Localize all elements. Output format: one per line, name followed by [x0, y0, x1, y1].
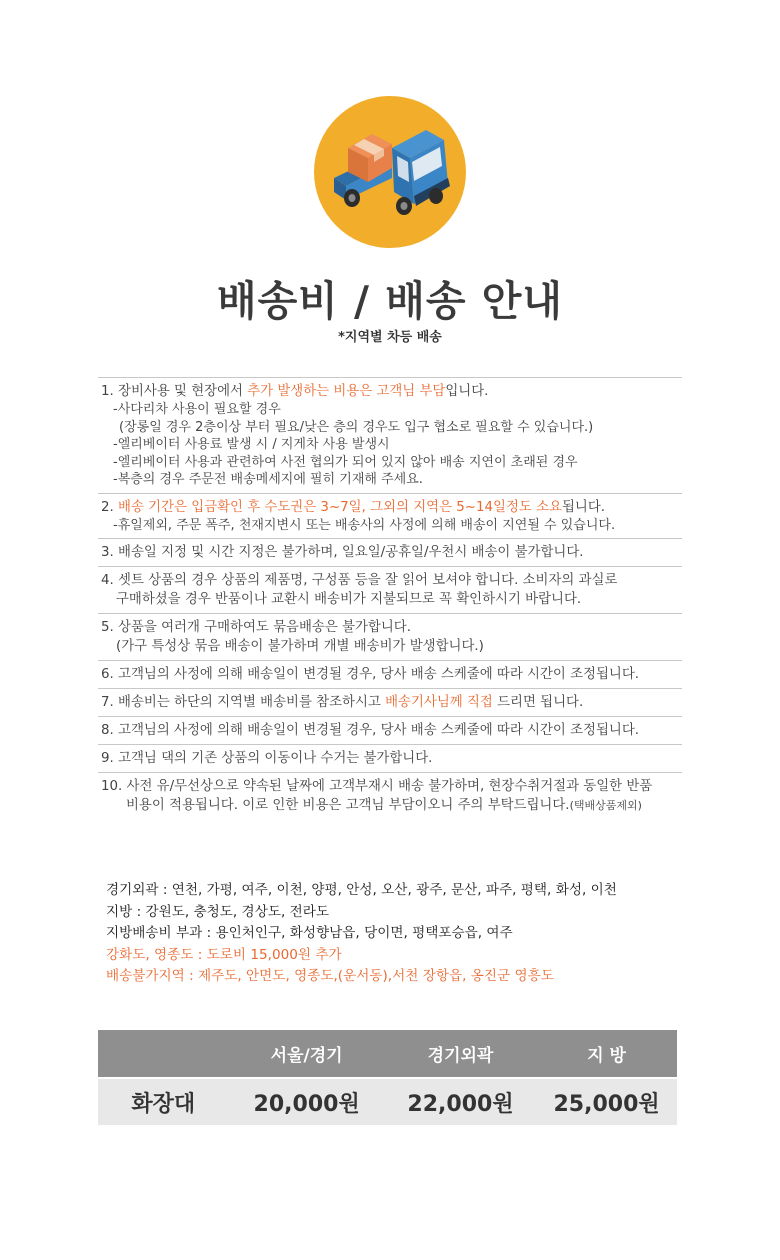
note-1-sub: -복층의 경우 주문전 배송메세지에 필히 기재해 주세요.: [113, 472, 423, 487]
table-header-cell: 서울/경기: [228, 1030, 384, 1078]
region-toll-fee: 강화도, 영종도 : 도로비 15,000원 추가: [106, 946, 342, 963]
note-5: 5. 상품을 여러개 구매하여도 묶음배송은 불가합니다. (가구 특성상 묶음 배송이 불가하며 개별 배송비가 발생합니다.): [98, 614, 682, 661]
table-header-cell: 지 방: [536, 1030, 677, 1078]
page-subtitle: *지역별 차등 배송: [338, 330, 442, 345]
note-10: 10. 사전 유/무선상으로 약속된 날짜에 고객부재시 배송 불가하며, 현장수취거절과 동일한 반품 비용이 적용됩니다. 이로 인한 비용은 고객님 부담이오니 주의 부탁드립니다.(택배상품제외): [101, 779, 653, 813]
table-cell-product: 화장대: [98, 1078, 228, 1125]
note-7: 7. 배송비는 하단의 지역별 배송비를 참조하시고 배송기사님께 직접 드리면 됩니다.: [98, 689, 682, 717]
shipping-fee-table: [98, 1030, 677, 1125]
note-2: [98, 494, 682, 540]
note-1-main: 1. 장비사용 및 현장에서 추가 발생하는 비용은 고객님 부담입니다.: [101, 384, 489, 399]
note-2-sub: -휴일제외, 주문 폭주, 천재지변시 또는 배송사의 사정에 의해 배송이 지연될 수 있습니다.: [113, 517, 616, 533]
table-cell-price: 20,000원: [228, 1078, 384, 1125]
note-1-sub: -엘리베이터 사용과 관련하여 사전 협의가 되어 있지 않아 배송 지연이 초래된 경우: [113, 454, 578, 470]
region-provinces: 지방 : 강원도, 충청도, 경상도, 전라도: [106, 903, 329, 920]
note-7-highlight: 배송기사님께 직접: [385, 695, 493, 710]
note-10-small: (택배상품제외): [569, 799, 642, 812]
table-cell-price: 22,000원: [385, 1078, 536, 1125]
note-1: [98, 378, 682, 494]
table-header-cell: [98, 1030, 228, 1078]
table-cell-price: 25,000원: [536, 1078, 677, 1125]
table-row: [98, 1078, 677, 1125]
delivery-notes: [98, 377, 682, 819]
note-1-sub: -엘리베이터 사용료 발생 시 / 지게차 사용 발생시: [113, 437, 390, 452]
note-2-highlight: 배송 기간은 입금확인 후 수도권은 3~7일, 그외의 지역은 5~14일정도 소요: [118, 499, 562, 515]
note-4: 4. 셋트 상품의 경우 상품의 제품명, 구성품 등을 잘 읽어 보셔야 합니다. 소비자의 과실로 구매하셨을 경우 반품이나 교환시 배송비가 지불되므로 꼭 확인하시기 바랍니다.: [98, 567, 682, 614]
note-1-sub: (장롱일 경우 2층이상 부터 필요/낮은 층의 경우도 입구 협소로 필요할 수 있습니다.): [119, 419, 594, 435]
note-8: 8. 고객님의 사정에 의해 배송일이 변경될 경우, 당사 배송 스케줄에 따라 시간이 조정됩니다.: [98, 717, 682, 745]
page-title: 배송비 / 배송 안내: [216, 277, 564, 325]
note-1-sub: -사다리차 사용이 필요할 경우: [113, 402, 281, 417]
region-info: [106, 880, 706, 988]
note-6: 6. 고객님의 사정에 의해 배송일이 변경될 경우, 당사 배송 스케줄에 따라 시간이 조정됩니다.: [98, 661, 682, 689]
region-unavailable: 배송불가지역 : 제주도, 안면도, 영종도,(운서동),서천 장항읍, 옹진군 영흥도: [106, 968, 554, 984]
region-extra-fee: 지방배송비 부과 : 용인처인구, 화성향남읍, 당이면, 평택포승읍, 여주: [106, 925, 513, 941]
note-1-highlight: 추가 발생하는 비용은 고객님 부담: [247, 384, 446, 399]
delivery-truck-icon: [314, 96, 466, 248]
note-9: 9. 고객님 댁의 기존 상품의 이동이나 수거는 불가합니다.: [98, 745, 682, 773]
note-2-main: 2. 배송 기간은 입금확인 후 수도권은 3~7일, 그외의 지역은 5~14일정도 소요됩니다.: [101, 499, 606, 515]
table-header-row: [98, 1030, 677, 1078]
table-header-cell: 경기외곽: [385, 1030, 536, 1078]
note-3: 3. 배송일 지정 및 시간 지정은 불가하며, 일요일/공휴일/우천시 배송이 불가합니다.: [98, 539, 682, 567]
region-suburbs: 경기외곽 : 연천, 가평, 여주, 이천, 양평, 안성, 오산, 광주, 문산, 파주, 평택, 화성, 이천: [106, 882, 617, 898]
